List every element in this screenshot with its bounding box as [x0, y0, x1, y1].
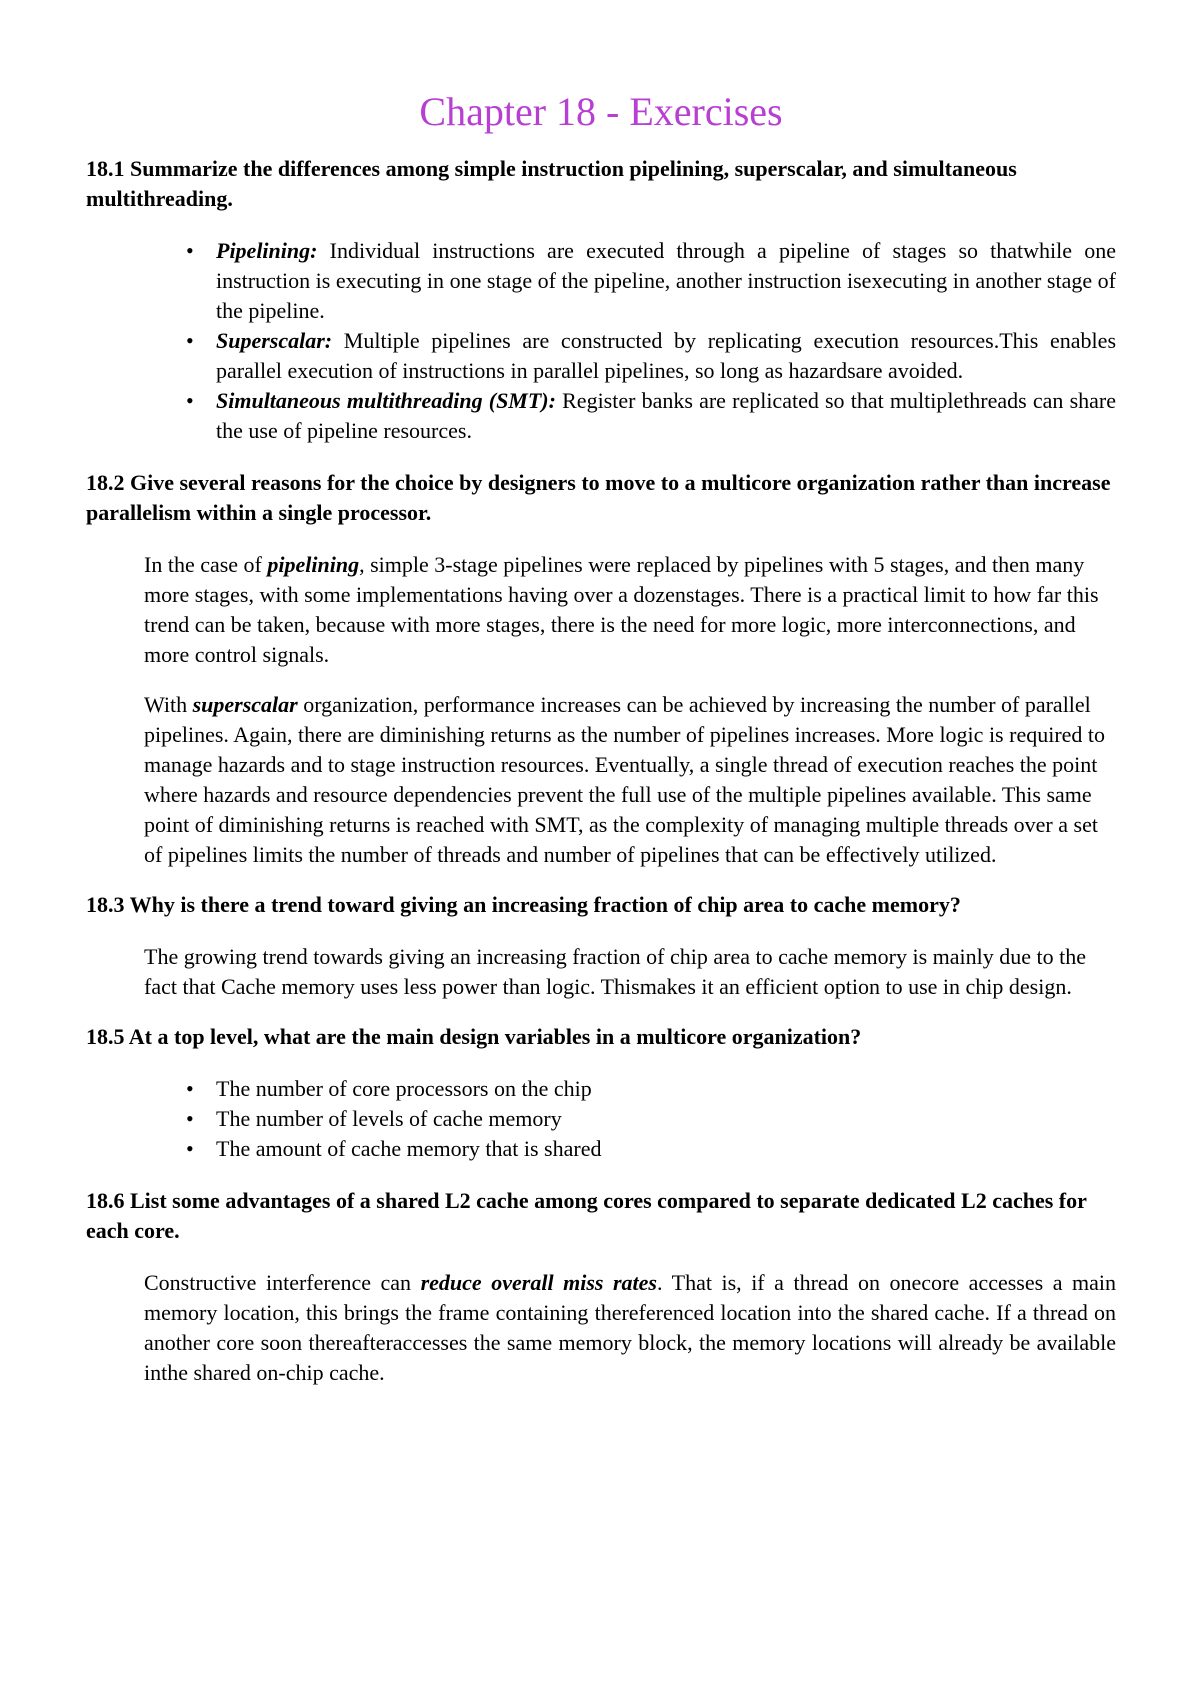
text-run: . That is, if a thread on onecore accesses a main memory location, this brings the frame containing thereferenced location into the shared cache. If a thread on another core soon thereafteraccesses the same memory block, the memory locations will already be available inthe shared on-chip cache.: [144, 1270, 1116, 1385]
answer-18-3: The growing trend towards giving an increasing fraction of chip area to cache memory is mainly due to the fact that Cache memory uses less power than logic. Thismakes it an efficient option to use in chip design.: [144, 944, 1087, 999]
list-item: [86, 326, 1116, 386]
term-pipelining: Pipelining:: [216, 238, 318, 263]
list-item-text: Individual instructions are executed through a pipeline of stages so thatwhile one instruction is executing in one stage of the pipeline, another instruction isexecuting in another stage of the pipeline.: [216, 238, 1116, 323]
page-title: Chapter 18 - Exercises: [419, 89, 783, 134]
term-smt: Simultaneous multithreading (SMT):: [216, 388, 556, 413]
document-page: [86, 88, 1116, 1408]
question-18-5: 18.5 At a top level, what are the main design variables in a multicore organization?: [86, 1024, 862, 1049]
text-run: organization, performance increases can be achieved by increasing the number of parallel pipelines. Again, there are diminishing returns as the number of pipelines increases. More logic is required to manage hazards and to stage instruction resources. Eventually, a single thread of execution reaches the point where hazards and resource dependencies prevent the full use of the multiple pipelines available. This same point of diminishing returns is reached with SMT, as the complexity of managing multiple threads over a set of pipelines limits the number of threads and number of pipelines that can be effectively utilized.: [144, 692, 1106, 867]
answer-18-2-paragraph-1: [144, 550, 1116, 670]
answer-list-18-1: [86, 236, 1116, 446]
bullet-icon: •: [186, 1076, 194, 1101]
list-item-text: The number of levels of cache memory: [216, 1106, 562, 1131]
term-superscalar-emphasis: superscalar: [192, 692, 298, 717]
bullet-icon: •: [186, 328, 194, 353]
list-item-text: Register banks are replicated so that multiplethreads can share the use of pipeline resources.: [216, 388, 1116, 443]
text-run: Constructive interference can: [144, 1270, 421, 1295]
bullet-icon: •: [186, 1106, 194, 1131]
text-run: With: [144, 692, 193, 717]
list-item-text: The amount of cache memory that is shared: [216, 1136, 602, 1161]
question-18-2: 18.2 Give several reasons for the choice by designers to move to a multicore organization rather than increase parallelism within a single processor.: [86, 470, 1111, 525]
text-run: In the case of: [144, 552, 268, 577]
list-item-text: The number of core processors on the chip: [216, 1076, 592, 1101]
list-item-text: Multiple pipelines are constructed by replicating execution resources.This enables parallel execution of instructions in parallel pipelines, so long as hazardsare avoided.: [216, 328, 1116, 383]
list-item: [86, 1104, 1116, 1134]
question-18-6: 18.6 List some advantages of a shared L2 cache among cores compared to separate dedicated L2 caches for each core.: [86, 1188, 1087, 1243]
term-superscalar: Superscalar:: [216, 328, 333, 353]
list-item: [86, 1074, 1116, 1104]
list-item: [86, 236, 1116, 326]
list-item: [86, 1134, 1116, 1164]
answer-18-2-paragraph-2: [144, 690, 1116, 870]
question-18-3: 18.3 Why is there a trend toward giving an increasing fraction of chip area to cache memory?: [86, 892, 961, 917]
term-reduce-miss-rates: reduce overall miss rates: [420, 1270, 657, 1295]
bullet-icon: •: [186, 1136, 194, 1161]
bullet-icon: •: [186, 388, 194, 413]
list-item: [86, 386, 1116, 446]
bullet-icon: •: [186, 238, 194, 263]
term-pipelining-emphasis: pipelining: [267, 552, 360, 577]
question-18-1: 18.1 Summarize the differences among simple instruction pipelining, superscalar, and simultaneous multithreading.: [86, 156, 1017, 211]
answer-18-6: [144, 1268, 1116, 1388]
answer-list-18-5: [86, 1074, 1116, 1164]
text-run: , simple 3-stage pipelines were replaced by pipelines with 5 stages, and then many more stages, with some implementations having over a dozenstages. There is a practical limit to how far this trend can be taken, because with more stages, there is the need for more logic, more interconnections, and more control signals.: [144, 552, 1099, 667]
